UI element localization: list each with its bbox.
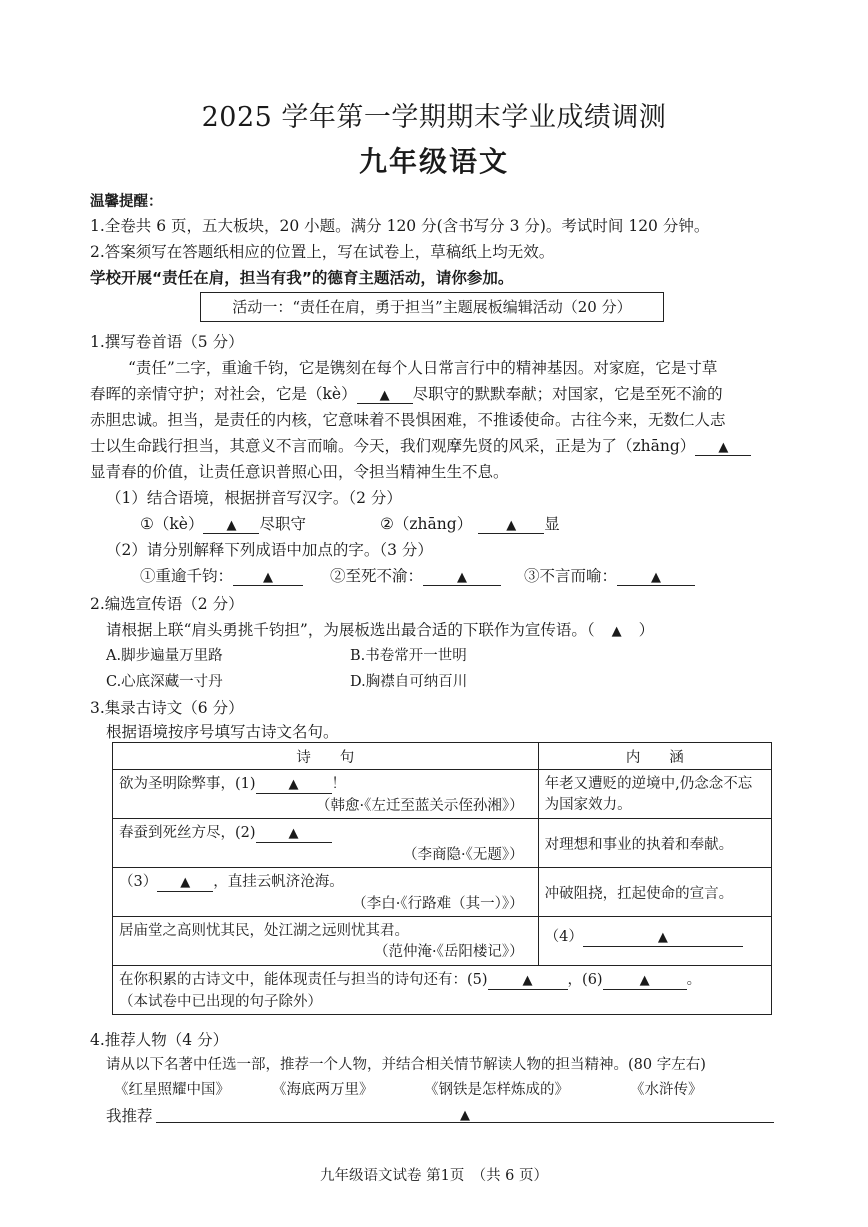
- activity-theme: 学校开展“责任在肩，担当有我”的德育主题活动，请你参加。: [90, 269, 514, 287]
- q1-passage-text: 士以生命践行担当，其意义不言而喻。今天，我们观摩先贤的风采，正是为了（zhāng）: [90, 437, 696, 455]
- answer-blank[interactable]: [256, 826, 332, 843]
- poem-line-text: 居庙堂之高则忧其民，处江湖之远则忧其君。: [119, 923, 409, 939]
- answer-blank[interactable]: [617, 568, 695, 586]
- book-title: 《水浒传》: [630, 1082, 703, 1098]
- poem-cell: [113, 770, 539, 819]
- answer-mark-icon: ▲: [379, 388, 390, 403]
- meaning-cell: 冲破阻挠，扛起使命的宣言。: [538, 868, 771, 917]
- answer-mark-icon: ▲: [226, 518, 237, 533]
- q1-passage-line-4: [90, 434, 751, 456]
- table-row: [113, 917, 772, 966]
- poem-line-text: 春蚕到死丝方尽，(2): [119, 825, 256, 841]
- q2-option-c: C.心底深藏一寸丹: [106, 674, 223, 690]
- q1-passage-line-3: 赤胆忠诚。担当，是责任的内核，它意味着不畏惧困难，不推诿使命。古往今来，无数仁人志: [90, 411, 726, 429]
- q1-sub1-a-label: ①（kè）: [140, 515, 204, 533]
- poem-source: （李商隐·《无题》）: [403, 846, 524, 863]
- q1-sub2-c-label: ③不言而喻：: [524, 567, 618, 585]
- table-row: [113, 819, 772, 868]
- q2-option-a: A.脚步遍量万里路: [106, 648, 223, 664]
- answer-mark-icon: ▲: [263, 570, 274, 585]
- answer-mark-icon: ▲: [288, 777, 299, 792]
- answer-blank[interactable]: [423, 568, 501, 586]
- q1-sub2-b-label: ②至死不渝：: [330, 567, 424, 585]
- extra-note: （本试卷中已出现的句子除外）: [119, 993, 322, 1010]
- notice-heading: 温馨提醒：: [90, 194, 163, 210]
- meaning-cell: [538, 917, 771, 966]
- answer-mark-icon: ▲: [639, 973, 650, 988]
- q1-passage-line-2: [90, 382, 723, 404]
- answer-mark-icon: ▲: [718, 440, 729, 455]
- exam-subject-title: 九年级语文: [358, 145, 509, 178]
- q4-prompt: 请从以下名著中任选一部，推荐一个人物，并结合相关情节解读人物的担当精神。(80 字左右): [106, 1057, 706, 1073]
- q3-title: 3.集录古诗文（6 分）: [90, 699, 244, 717]
- answer-blank[interactable]: [203, 516, 259, 534]
- q3-prompt: 根据语境按序号填写古诗文名句。: [106, 723, 339, 741]
- answer-blank[interactable]: [488, 973, 568, 990]
- col-header-poem: 诗 句: [113, 743, 539, 770]
- extra-poem-cell: [113, 966, 772, 1015]
- answer-mark-icon: ▲: [288, 826, 299, 841]
- q2-prompt-text: 请根据上联“肩头勇挑千钧担”，为展板选出最合适的下联作为宣传语。（: [106, 621, 595, 639]
- poem-line-text: ！: [331, 776, 347, 792]
- meaning-cell: 年老又遭贬的逆境中,仍念念不忘为国家效力。: [538, 770, 771, 819]
- col-header-meaning: 内 涵: [538, 743, 771, 770]
- page-footer: 九年级语文试卷 第1页 （共 6 页）: [319, 1168, 549, 1184]
- q1-sub1-b-suffix: 显: [544, 515, 560, 533]
- answer-choice-slot[interactable]: [595, 621, 639, 639]
- q1-sub1-a-suffix: 尽职守: [259, 515, 306, 533]
- book-title: 《红星照耀中国》: [114, 1082, 230, 1098]
- q1-passage-text: 尽职守的默默奉献；对国家，它是至死不渝的: [412, 385, 723, 403]
- poem-source: （范仲淹·《岳阳楼记》）: [374, 944, 524, 960]
- table-row: [113, 868, 772, 917]
- answer-blank[interactable]: [233, 568, 303, 586]
- meaning-cell: 对理想和事业的执着和奉献。: [538, 819, 771, 868]
- q1-passage-line-1: “责任”二字，重逾千钧，它是镌刻在每个人日常言行中的精神基因。对家庭，它是寸草: [128, 359, 718, 377]
- answer-mark-icon: ▲: [457, 570, 468, 585]
- q2-prompt: [106, 618, 654, 640]
- poem-line-text: ，直挂云帆济沧海。: [213, 874, 344, 890]
- q2-title: 2.编选宣传语（2 分）: [90, 595, 244, 613]
- table-row: [113, 966, 772, 1015]
- q1-sub1-title: （1）结合语境，根据拼音写汉字。（2 分）: [106, 489, 402, 507]
- q2-prompt-end: ）: [638, 621, 655, 639]
- answer-blank[interactable]: [256, 777, 332, 794]
- answer-mark-icon: ▲: [611, 624, 622, 639]
- book-title: 《海底两万里》: [272, 1082, 374, 1098]
- q1-title: 1.撰写卷首语（5 分）: [90, 333, 244, 351]
- answer-mark-icon: ▲: [180, 875, 191, 890]
- poem-source: （韩愈·《左迁至蓝关示侄孙湘》）: [316, 797, 524, 814]
- notice-item-2: 2.答案须写在答题纸相应的位置上，写在试卷上，草稿纸上均无效。: [90, 243, 555, 261]
- poem-cell: [113, 868, 539, 917]
- answer-blank[interactable]: [478, 516, 544, 534]
- recommend-label: 我推荐: [106, 1107, 153, 1125]
- q1-sub2-a: [140, 564, 303, 586]
- q2-option-b: B.书卷常开一世明: [350, 648, 467, 664]
- q1-passage-line-5: 显青春的价值，让责任意识普照心田，令担当精神生生不息。: [90, 463, 509, 481]
- q2-option-d: D.胸襟自可纳百川: [350, 674, 468, 690]
- answer-blank[interactable]: [695, 438, 751, 456]
- answer-mark-icon: ▲: [506, 518, 517, 533]
- answer-mark-icon: ▲: [651, 570, 662, 585]
- book-title: 《钢铁是怎样炼成的》: [424, 1082, 569, 1098]
- answer-mark-icon: ▲: [657, 930, 668, 945]
- extra-prompt-text: 在你积累的古诗文中，能体现责任与担当的诗句还有：(5): [119, 972, 488, 988]
- table-header-row: [113, 743, 772, 770]
- q1-sub2-c: [524, 564, 695, 586]
- activity-1-heading: 活动一：“责任在肩，勇于担当”主题展板编辑活动（20 分）: [200, 292, 664, 322]
- q1-sub1-b-label: ②（zhāng）: [380, 515, 473, 533]
- q1-sub1-b: [380, 512, 560, 534]
- extra-prompt-text: 。: [686, 972, 702, 988]
- extra-prompt-text: ，(6): [567, 972, 603, 988]
- answer-blank[interactable]: [583, 930, 743, 947]
- poem-cell: [113, 819, 539, 868]
- poem-table: [112, 742, 772, 1015]
- answer-blank[interactable]: [157, 875, 213, 892]
- notice-item-1: 1.全卷共 6 页，五大板块，20 小题。满分 120 分(含书写分 3 分)。考试时间 120 分钟。: [90, 217, 710, 235]
- q4-title: 4.推荐人物（4 分）: [90, 1031, 229, 1049]
- table-row: [113, 770, 772, 819]
- q1-sub2-b: [330, 564, 501, 586]
- recommend-answer-line[interactable]: [156, 1104, 774, 1123]
- exam-title: 2025 学年第一学期期末学业成绩调测: [201, 102, 667, 133]
- answer-blank[interactable]: [357, 386, 413, 404]
- answer-mark-icon: ▲: [460, 1108, 470, 1123]
- poem-line-text: 欲为圣明除弊事，(1): [119, 776, 256, 792]
- poem-source: （李白·《行路难（其一）》）: [352, 895, 524, 912]
- q1-sub2-title: （2）请分别解释下列成语中加点的字。（3 分）: [106, 541, 433, 559]
- q1-sub2-a-label: ①重逾千钧：: [140, 567, 234, 585]
- poem-cell: [113, 917, 539, 966]
- meaning-label: （4）: [544, 929, 583, 945]
- q1-sub1-a: [140, 512, 306, 534]
- q1-passage-text: 春晖的亲情守护；对社会，它是（kè）: [90, 385, 357, 403]
- poem-line-text: （3）: [119, 874, 158, 890]
- answer-blank[interactable]: [603, 973, 687, 990]
- answer-mark-icon: ▲: [522, 973, 533, 988]
